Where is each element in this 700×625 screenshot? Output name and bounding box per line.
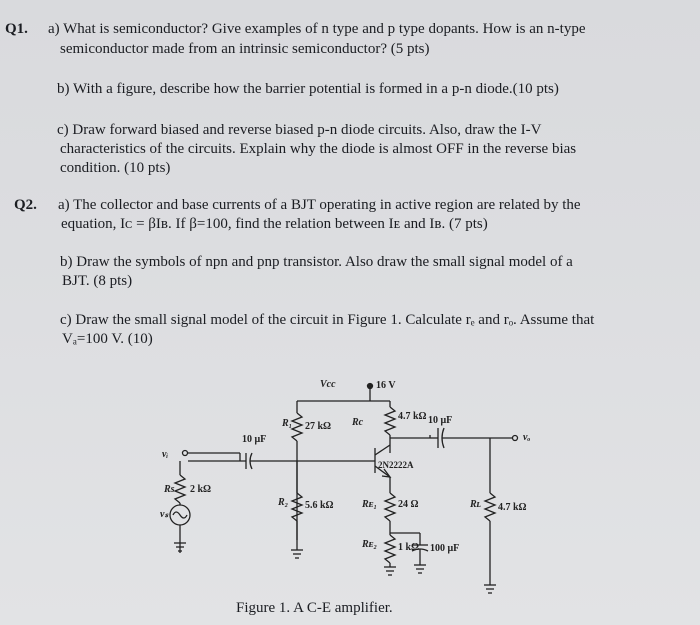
r2-value: 5.6 kΩ (305, 500, 334, 511)
rc-value: 4.7 kΩ (398, 411, 427, 422)
r2-label: R₂ (278, 497, 289, 508)
vs-label: vₛ (160, 509, 169, 520)
re1-label: Rᴇ₁ (362, 499, 377, 510)
re2-label: Rᴇ₂ (362, 539, 377, 550)
rl-label: Rʟ (470, 499, 481, 510)
re2-value: 1 kΩ (398, 542, 420, 553)
q1a-line1: a) What is semiconductor? Give examples of n type and p type dopants. How is an n-type (48, 21, 586, 37)
output-capacitor-value: 10 μF (428, 415, 453, 426)
r1-value: 27 kΩ (305, 421, 332, 432)
q1-number: Q1. (5, 21, 28, 37)
vcc-label: Vcc (320, 379, 336, 390)
q2b-line1: b) Draw the symbols of npn and pnp transistor. Also draw the small signal model of a (60, 254, 573, 270)
r1-label: R₁ (282, 418, 293, 429)
re1-value: 24 Ω (398, 499, 419, 510)
q2c-line1: c) Draw the small signal model of the circuit in Figure 1. Calculate rₑ and rₒ. Assume that (60, 312, 595, 328)
rl-value: 4.7 kΩ (498, 502, 527, 513)
q1b-line1: b) With a figure, describe how the barrier potential is formed in a p-n diode.(10 pts) (57, 81, 559, 97)
rc-label: Rc (352, 417, 364, 428)
transistor-label: 2N2222A (378, 460, 414, 470)
bypass-capacitor-value: 100 μF (430, 543, 460, 554)
q2c-line2: Vₐ=100 V. (10) (62, 331, 153, 347)
q2b-line2: BJT. (8 pts) (62, 273, 133, 289)
vo-label: vₒ (523, 432, 531, 443)
q1c-line1: c) Draw forward biased and reverse biased p-n diode circuits. Also, draw the I-V (57, 122, 542, 138)
q1a-line2: semiconductor made from an intrinsic semiconductor? (5 pts) (60, 41, 430, 57)
figure-caption: Figure 1. A C-E amplifier. (236, 600, 393, 616)
input-capacitor-value: 10 μF (242, 434, 267, 445)
q2a-line2: equation, Iᴄ = βIʙ. If β=100, find the relation between Iᴇ and Iʙ. (7 pts) (61, 216, 488, 232)
ce-amplifier-circuit (150, 365, 690, 625)
vi-label: vᵢ (162, 449, 169, 460)
rs-value: 2 kΩ (190, 484, 212, 495)
q2a-line1: a) The collector and base currents of a BJT operating in active region are related by the (58, 197, 581, 213)
vcc-value: 16 V (376, 380, 396, 391)
rs-label: Rs (164, 484, 175, 495)
q2-number: Q2. (14, 197, 37, 213)
q1c-line3: condition. (10 pts) (60, 160, 171, 176)
q1c-line2: characteristics of the circuits. Explain why the diode is almost OFF in the reverse bias (60, 141, 577, 157)
